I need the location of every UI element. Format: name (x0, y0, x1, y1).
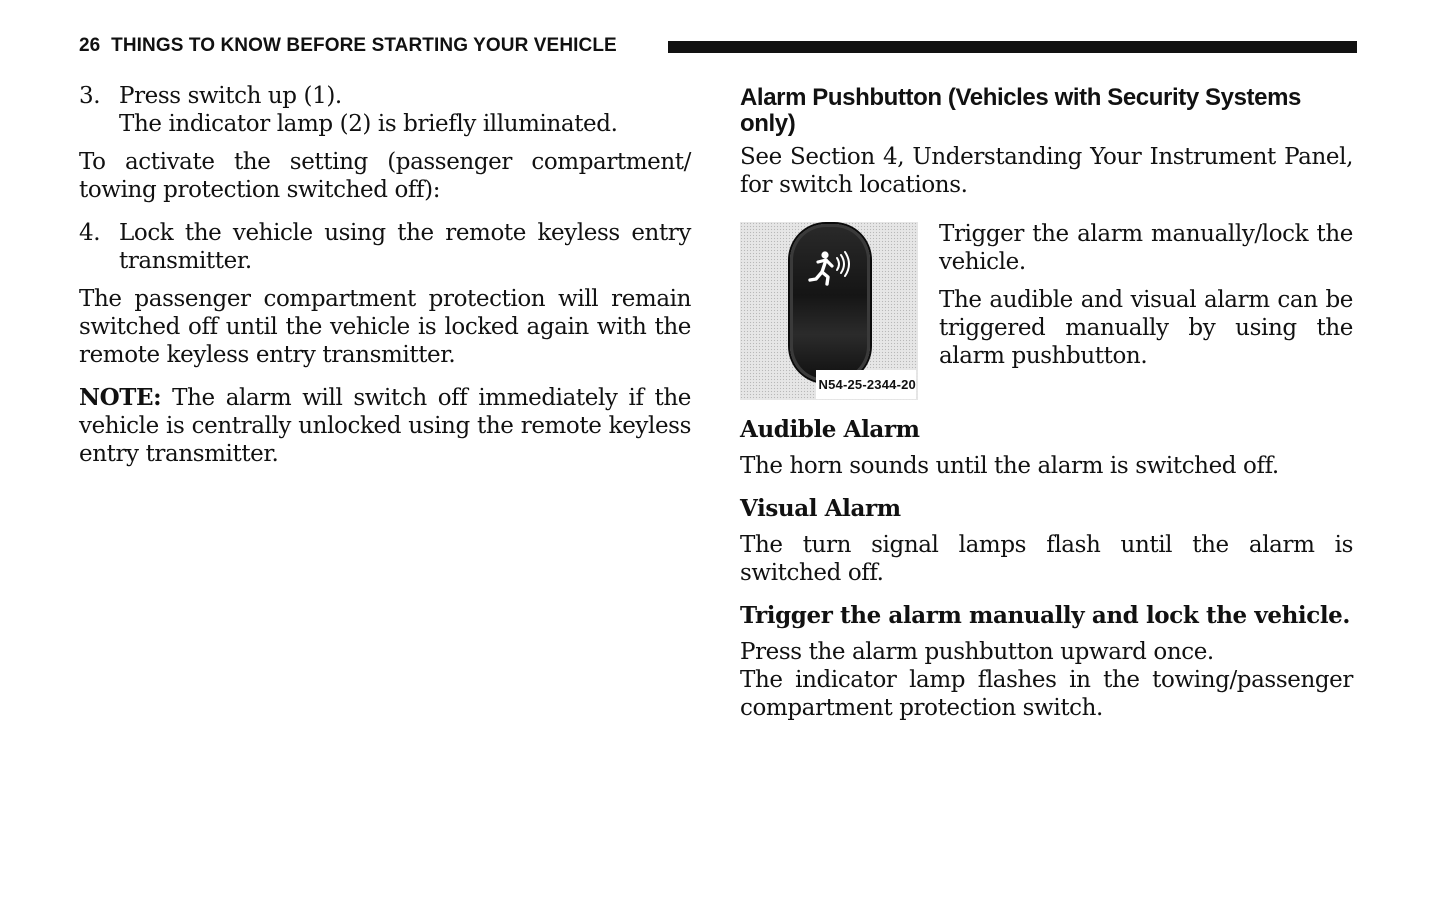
step-4-number: 4. (79, 220, 101, 246)
step-3-line-1: Press switch up (1). (119, 83, 342, 109)
trigger-lock-text: Trigger the alarm manually/lock the vehicle. (939, 221, 1353, 275)
alarm-pushbutton (790, 224, 870, 382)
figure-caption (939, 220, 1353, 370)
step-3-line-2: The indicator lamp (2) is briefly illuminated. (119, 111, 618, 137)
note-label: NOTE: (79, 384, 162, 411)
header-text (79, 35, 617, 57)
right-column (740, 82, 1353, 722)
note-text: The alarm will switch off immediately if the vehicle is centrally unlocked using the remote keyless entry transmitter. (79, 385, 691, 467)
section-heading: Alarm Pushbutton (Vehicles with Security Systems only) (740, 84, 1301, 137)
left-column (79, 82, 691, 468)
alarm-person-icon (804, 250, 856, 286)
press-pushbutton-text: Press the alarm pushbutton upward once. (740, 639, 1214, 665)
figure-code: N54-25-2344-20 (816, 370, 916, 399)
step-3 (79, 82, 691, 138)
audible-alarm-heading: Audible Alarm (740, 416, 920, 443)
page-header (79, 34, 1357, 58)
step-4-text: Lock the vehicle using the remote keyless entry transmitter. (119, 220, 691, 274)
note-paragraph (79, 384, 691, 468)
step-3-number: 3. (79, 83, 101, 109)
visual-alarm-heading: Visual Alarm (740, 495, 901, 522)
visual-alarm-text: The turn signal lamps flash until the alarm is switched off. (740, 532, 1353, 586)
alarm-pushbutton-figure (740, 222, 918, 400)
chapter-title: THINGS TO KNOW BEFORE STARTING YOUR VEHICLE (111, 35, 617, 56)
audible-alarm-text: The horn sounds until the alarm is switched off. (740, 453, 1279, 479)
header-rule (668, 41, 1357, 53)
trigger-alarm-heading: Trigger the alarm manually and lock the vehicle. (740, 602, 1351, 629)
audible-visual-text: The audible and visual alarm can be triggered manually by using the alarm pushbutton. (939, 287, 1353, 369)
indicator-lamp-text: The indicator lamp flashes in the towing/passenger compartment protection switch. (740, 667, 1353, 721)
activate-setting-text: To activate the setting (passenger compartment/ towing protection switched off): (79, 149, 691, 203)
figure-row (740, 220, 1353, 410)
remain-off-text: The passenger compartment protection will remain switched off until the vehicle is locked again with the remote keyless entry transmitter. (79, 286, 691, 368)
see-section-text: See Section 4, Understanding Your Instrument Panel, for switch locations. (740, 144, 1353, 198)
page-number: 26 (79, 35, 101, 56)
step-4 (79, 219, 691, 275)
